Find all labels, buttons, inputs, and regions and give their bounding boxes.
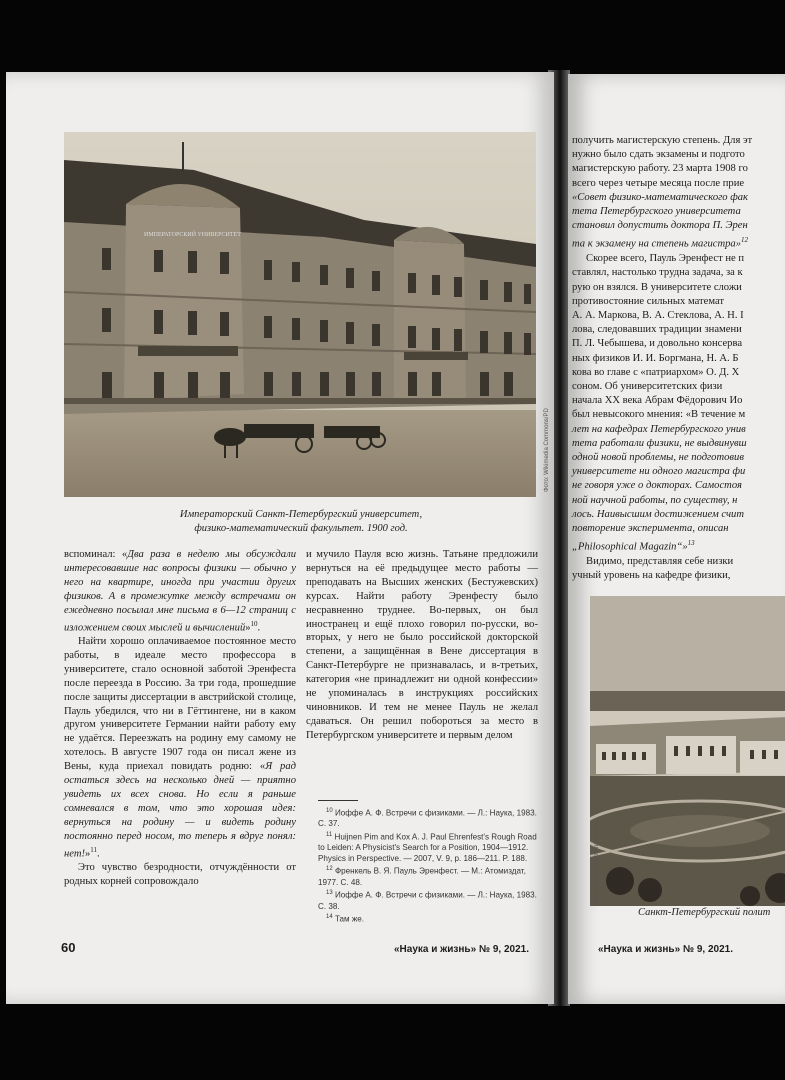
text-line: рую он взялся. В университете сложи — [572, 281, 742, 293]
text-line: не говоря уже о докторах. Самостоя — [572, 480, 742, 492]
text-line: соном. Об университетских физи — [572, 380, 723, 392]
photo-caption — [86, 508, 516, 536]
photo-credit: Фото: Wikimedia Commons/PD — [544, 408, 550, 492]
text-column — [572, 134, 785, 583]
text-line: ных физиков И. И. Боргмана, Н. А. Б — [572, 352, 739, 364]
text-line: становил допустить доктора П. Эрен — [572, 220, 748, 232]
text-line: одной новой проблемы, не подготовив — [572, 452, 744, 463]
text-line: лось. Наивысшим достижением счит — [572, 508, 744, 520]
text-line: всего через четыре месяца после прие — [572, 177, 745, 189]
text-line: «Совет физико-математического фак — [572, 191, 748, 203]
paragraph: Это чувство безродности, отчуждённости от родных корней сопровождало — [64, 862, 296, 887]
text-line: А. А. Маркова, В. А. Стеклова, А. Н. I — [572, 309, 744, 321]
paragraph: Найти хорошо оплачиваемое постоянное место работы, в идеале место профессора в университете, стало основной заботой Эренфеста после переезда в Россию. За три года, прошедшие после защиты диссертации в австрийской столице, Пауль убедился, что ни в Гёттингене, ни в каком другом университете Германии найти работу ему не удаётся. Переезжать на родину ему самому не хотелось. В августе 1907 года он писал жене из Вены, куда приехал повидать родню: «Я рад остаться здесь на несколько дней — приятно увидеть их всех снова. Но если я раньше сомневался в том, что это хорошая идея: вернуться на родину — и видеть родину постоянно перед носом, то теперь я вдруг понял: нет!»$^{11}$. — [64, 635, 296, 860]
footnote: $^{12}$ Френкель В. Я. Пауль Эренфест. — М.: Атомиздат, 1977. С. 48. — [318, 866, 526, 887]
university-building-photo — [64, 132, 536, 497]
magazine-footer: «Наука и жизнь» № 9, 2021. — [598, 944, 733, 955]
text-line: нужно было сдать экзамены и подгото — [572, 149, 745, 161]
polytechnic-photo — [590, 596, 785, 906]
text-line: был невысокого мнения: «В течение м — [572, 409, 746, 421]
text-line: лова, следовавших традиции знамени — [572, 324, 742, 336]
footnote-divider — [318, 800, 358, 801]
text-line: лет на кафедрах Петербургского унив — [572, 423, 746, 435]
photo-caption: Санкт-Петербургский полит — [638, 907, 771, 918]
text-line: магистерскую работу. 23 марта 1908 го — [572, 163, 748, 175]
building-sign-text: ИМПЕРАТОРСКИЙ УНИВЕРСИТЕТ — [144, 232, 241, 238]
footnote-ref: 13 — [687, 539, 695, 548]
footnote: $^{10}$ Иоффе А. Ф. Встречи с физиками. — Л.: Наука, 1983. С. 37. — [318, 808, 537, 829]
footnote: $^{11}$ Huijnen Pim and Kox A. J. Paul Ehrenfest's Rough Road to Leiden: A Physicist's Search for a Position, 1904—1912. Physics in Perspective. — 2007, V. 9, p. 186—211. P. 188. — [318, 831, 537, 863]
footnotes — [318, 806, 540, 925]
text-line: начала XX века Абрам Фёдорович Ио — [572, 395, 743, 407]
text-column-left — [64, 548, 296, 889]
text-line: учный уровень на кафедре физики, — [572, 570, 731, 582]
paragraph: вспоминал: «Два раза в неделю мы обсуждали интересовавшие нас вопросы физики — обычно у него на квартире, иногда при участии других физиков. А в промежутке между встречами он ежедневно посылал мне письма в 6—12 страниц с изложением своих мыслей и вычислений»$^{10}$. — [64, 549, 296, 634]
text-line: повторение эксперимента, описан — [572, 523, 729, 535]
footnote-ref: 12 — [741, 236, 749, 245]
footnote-ref: 11 — [90, 845, 98, 854]
text-line: кова во главе с «патриархом» О. Д. Х — [572, 366, 740, 378]
right-page — [568, 74, 785, 1004]
text-column-right — [306, 548, 538, 743]
text-line: ставлял, настолько трудна задача, за к — [572, 267, 743, 279]
paragraph: и мучило Пауля всю жизнь. Татьяне предложили вернуться на её предыдущее место работы — преподавать на Высших женских (Бестужевских) курсах. Найти работу Эренфесту было несравненно труднее. Во-первых, он был иностранец и ещё плохо говорил по-русски, во-вторых, у него не было российской докторской степени, а защищённая в Вене диссертация в Санкт-Петербурге не признавалась, и в-третьих, категория «не принадлежит ни одной конфессии» не упоминалась в инструкциях российских чиновников. И тем не менее Пауль не желал сдаваться. Он решил побороться за место в Петербургском университете и первым делом — [306, 549, 538, 741]
text-line: „Philosophical Magazin“»$^{13}$ — [572, 539, 695, 553]
text-line: тета работали физики, не выдвинувш — [572, 437, 747, 449]
left-page — [6, 72, 554, 1004]
magazine-footer: «Наука и жизнь» № 9, 2021. — [394, 944, 529, 955]
footnote: $^{14}$ Там же. — [326, 914, 364, 924]
footnote: $^{13}$ Иоффе А. Ф. Встречи с физиками. — Л.: Наука, 1983. С. 38. — [318, 890, 537, 911]
caption-line: физико-математический факультет. 1900 год. — [194, 523, 408, 534]
text-line: получить магистерскую степень. Для эт — [572, 135, 753, 146]
page-number: 60 — [61, 940, 76, 955]
text-line: тета Петербургского университета — [572, 206, 741, 218]
text-line: противостояние сильных математ — [572, 295, 725, 307]
text-line: та к экзамену на степень магистра»$^{12}$ — [572, 236, 749, 250]
text-line: Скорее всего, Пауль Эренфест не п — [586, 253, 745, 265]
footnote-ref: 10 — [250, 619, 258, 628]
text-line: университете ни одного магистра фи — [572, 466, 746, 478]
text-line: П. Л. Чебышева, и довольно консерва — [572, 338, 743, 350]
caption-line: Императорский Санкт-Петербургский университет, — [179, 509, 423, 520]
text-line: ной научной работы, по существу, н — [572, 494, 738, 506]
text-line: Видимо, представляя себе низки — [586, 555, 734, 567]
photo-credit: Фото: humus.livejournal.com — [594, 827, 600, 904]
